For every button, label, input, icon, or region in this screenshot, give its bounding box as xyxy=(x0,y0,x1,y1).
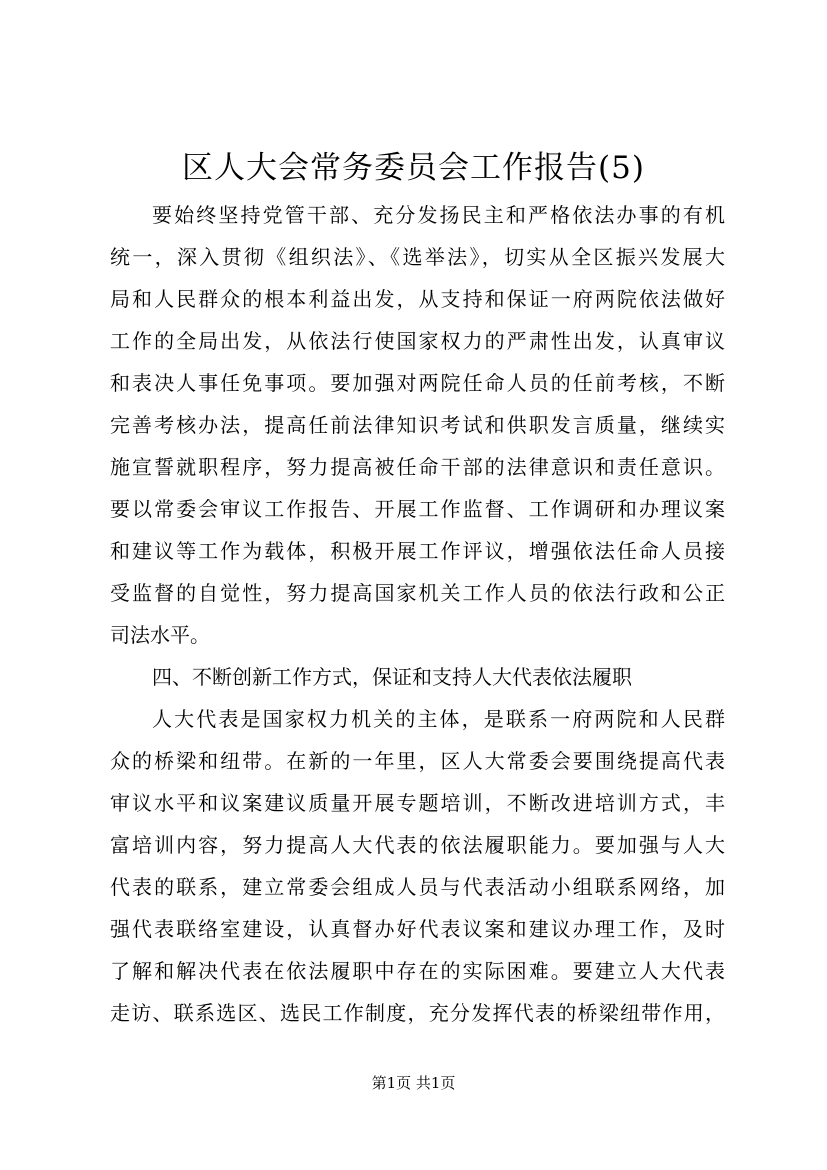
body-line: 受监督的自觉性，努力提高国家机关工作人员的依法行政和公正 xyxy=(110,581,725,605)
body-line: 走访、联系选区、选民工作制度，充分发挥代表的桥梁纽带作用， xyxy=(110,1001,725,1025)
body-line: 了解和解决代表在依法履职中存在的实际困难。要建立人大代表 xyxy=(110,959,725,983)
document-title: 区人大会常务委员会工作报告(5) xyxy=(182,150,645,186)
body-line: 统一，深入贯彻《组织法》、《选举法》，切实从全区振兴发展大 xyxy=(110,245,725,269)
page-footer: 第1页 共1页 xyxy=(371,1074,456,1092)
body-line: 审议水平和议案建议质量开展专题培训，不断改进培训方式，丰 xyxy=(110,791,725,815)
body-line: 和表决人事任免事项。要加强对两院任命人员的任前考核，不断 xyxy=(110,371,725,395)
section-heading: 四、不断创新工作方式，保证和支持人大代表依法履职 xyxy=(152,665,632,689)
body-line: 完善考核办法，提高任前法律知识考试和供职发言质量，继续实 xyxy=(110,413,725,437)
body-line: 施宣誓就职程序，努力提高被任命干部的法律意识和责任意识。 xyxy=(110,455,725,479)
body-line: 司法水平。 xyxy=(110,623,210,647)
body-line: 要以常委会审议工作报告、开展工作监督、工作调研和办理议案 xyxy=(110,497,725,521)
body-line: 众的桥梁和纽带。在新的一年里，区人大常委会要围绕提高代表 xyxy=(110,749,725,773)
body-line: 和建议等工作为载体，积极开展工作评议，增强依法任命人员接 xyxy=(110,539,725,563)
body-line: 局和人民群众的根本利益出发，从支持和保证一府两院依法做好 xyxy=(110,287,725,311)
body-line: 要始终坚持党管干部、充分发扬民主和严格依法办事的有机 xyxy=(152,203,725,227)
body-line: 富培训内容，努力提高人大代表的依法履职能力。要加强与人大 xyxy=(110,833,725,857)
body-line: 工作的全局出发，从依法行使国家权力的严肃性出发，认真审议 xyxy=(110,329,725,353)
body-line: 代表的联系，建立常委会组成人员与代表活动小组联系网络，加 xyxy=(110,875,725,899)
body-line: 人大代表是国家权力机关的主体，是联系一府两院和人民群 xyxy=(152,707,725,731)
body-line: 强代表联络室建设，认真督办好代表议案和建议办理工作，及时 xyxy=(110,917,725,941)
